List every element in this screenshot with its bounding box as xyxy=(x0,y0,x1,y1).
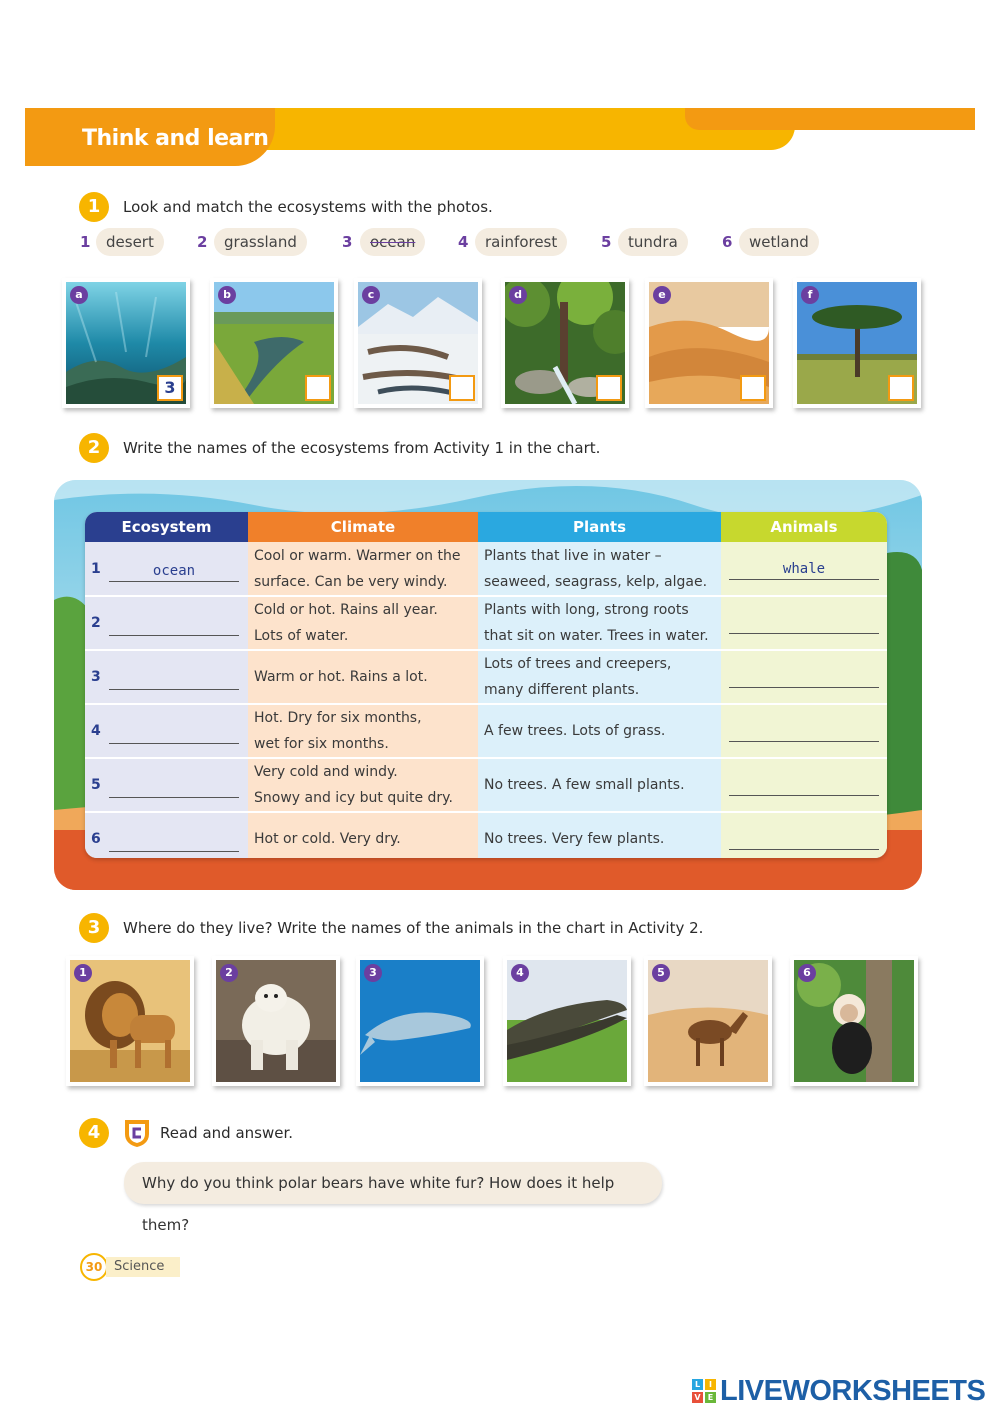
plants-cell xyxy=(478,542,721,596)
plants-line-1: No trees. Very few plants. xyxy=(484,831,665,847)
plants-line-1: Plants that live in water – xyxy=(484,547,662,564)
animal-answer-field[interactable]: whale xyxy=(729,558,879,580)
animals-cell xyxy=(721,812,887,858)
ecosystem-cell xyxy=(85,650,248,704)
ecosystem-cell xyxy=(85,812,248,858)
ecosystem-answer-field[interactable] xyxy=(109,668,239,690)
answer-box-c[interactable] xyxy=(449,375,475,401)
photo-number: 3 xyxy=(364,964,382,982)
activity-4-badge: 4 xyxy=(79,1118,109,1148)
ecosystem-cell xyxy=(85,542,248,596)
climate-cell xyxy=(248,758,478,812)
answer-box-b[interactable] xyxy=(305,375,331,401)
question-bubble: Why do you think polar bears have white fur? How does it help them? xyxy=(124,1162,662,1204)
answer-box-f[interactable] xyxy=(888,375,914,401)
table-row xyxy=(85,704,887,758)
critical-thinking-shield-icon xyxy=(123,1118,151,1148)
word-number: 4 xyxy=(458,233,469,251)
word-number: 5 xyxy=(601,233,612,251)
photo-e-desert xyxy=(645,278,773,408)
climate-line-1: Cool or warm. Warmer on the xyxy=(254,547,461,564)
activity-2-instruction: Write the names of the ecosystems from Activity 1 in the chart. xyxy=(123,439,601,457)
page-title: Think and learn xyxy=(82,126,269,151)
animals-cell xyxy=(721,704,887,758)
plants-line-2: seaweed, seagrass, kelp, algae. xyxy=(484,573,708,590)
table-header-row xyxy=(85,512,887,542)
word-number: 2 xyxy=(197,233,208,251)
word-chip-rainforest: rainforest xyxy=(475,228,567,256)
photo-d-rainforest xyxy=(501,278,629,408)
answer-box-a[interactable]: 3 xyxy=(157,375,183,401)
photo-letter: a xyxy=(70,286,88,304)
animal-answer-field[interactable] xyxy=(729,666,879,688)
animal-photo-polar-bear xyxy=(212,956,340,1086)
ecosystem-answer-field[interactable] xyxy=(109,722,239,744)
photo-f-grassland xyxy=(793,278,921,408)
climate-cell xyxy=(248,704,478,758)
animal-answer-field[interactable] xyxy=(729,612,879,634)
photo-number: 1 xyxy=(74,964,92,982)
plants-cell xyxy=(478,650,721,704)
plants-cell xyxy=(478,758,721,812)
row-number: 6 xyxy=(91,831,101,847)
word-chip-grassland: grassland xyxy=(214,228,307,256)
column-header-climate: Climate xyxy=(248,512,478,542)
activity-3-instruction: Where do they live? Write the names of the animals in the chart in Activity 2. xyxy=(123,919,704,937)
word-chip-desert: desert xyxy=(96,228,164,256)
row-number: 1 xyxy=(91,560,101,577)
plants-line-1: No trees. A few small plants. xyxy=(484,777,685,793)
animals-cell xyxy=(721,650,887,704)
photo-number: 5 xyxy=(652,964,670,982)
animal-photo-lion xyxy=(66,956,194,1086)
ecosystem-answer-field[interactable]: ocean xyxy=(109,560,239,582)
answer-box-e[interactable] xyxy=(740,375,766,401)
photo-number: 6 xyxy=(798,964,816,982)
brand-name: LIVEWORKSHEETS xyxy=(720,1374,986,1407)
climate-line-2: Snowy and icy but quite dry. xyxy=(254,790,453,806)
liveworksheets-logo-icon: L I V E xyxy=(692,1379,716,1403)
climate-line-1: Warm or hot. Rains a lot. xyxy=(254,669,428,685)
answer-box-d[interactable] xyxy=(596,375,622,401)
liveworksheets-logo xyxy=(692,1374,985,1408)
ecosystem-cell xyxy=(85,758,248,812)
animal-answer-field[interactable] xyxy=(729,720,879,742)
photo-letter: b xyxy=(218,286,236,304)
climate-line-1: Hot or cold. Very dry. xyxy=(254,831,401,847)
ecosystem-cell xyxy=(85,704,248,758)
climate-line-2: surface. Can be very windy. xyxy=(254,573,448,590)
plants-line-1: A few trees. Lots of grass. xyxy=(484,723,666,739)
photo-a-ocean xyxy=(62,278,190,408)
ecosystem-answer-field[interactable] xyxy=(109,614,239,636)
climate-cell xyxy=(248,596,478,650)
plants-line-1: Lots of trees and creepers, xyxy=(484,656,672,672)
climate-line-2: wet for six months. xyxy=(254,736,389,752)
column-header-animals: Animals xyxy=(721,512,887,542)
word-number: 3 xyxy=(342,233,353,251)
word-number: 6 xyxy=(722,233,733,251)
plants-cell xyxy=(478,812,721,858)
word-chip-tundra: tundra xyxy=(618,228,688,256)
activity-1-badge: 1 xyxy=(79,192,109,222)
climate-line-2: Lots of water. xyxy=(254,628,349,644)
subject-tag: Science xyxy=(106,1257,180,1277)
table-row xyxy=(85,758,887,812)
plants-line-2: many different plants. xyxy=(484,682,640,698)
animal-photo-camel xyxy=(644,956,772,1086)
activity-3-badge: 3 xyxy=(79,913,109,943)
animal-answer-field[interactable] xyxy=(729,774,879,796)
photo-b-wetland xyxy=(210,278,338,408)
activity-4-instruction: Read and answer. xyxy=(160,1124,294,1142)
table-row xyxy=(85,812,887,858)
climate-line-1: Hot. Dry for six months, xyxy=(254,710,422,726)
animal-photo-whale xyxy=(356,956,484,1086)
row-number: 3 xyxy=(91,669,101,685)
animals-cell xyxy=(721,542,887,596)
word-number: 1 xyxy=(80,233,91,251)
animal-answer-field[interactable] xyxy=(729,828,879,850)
plants-cell xyxy=(478,704,721,758)
header-banner-accent xyxy=(685,108,975,130)
table-row xyxy=(85,650,887,704)
photo-c-tundra xyxy=(354,278,482,408)
climate-line-1: Very cold and windy. xyxy=(254,764,398,780)
table-row xyxy=(85,542,887,596)
row-number: 4 xyxy=(91,723,101,739)
photo-letter: c xyxy=(362,286,380,304)
row-number: 2 xyxy=(91,615,101,631)
climate-cell xyxy=(248,542,478,596)
table-row xyxy=(85,596,887,650)
ecosystem-cell xyxy=(85,596,248,650)
animals-cell xyxy=(721,758,887,812)
climate-line-1: Cold or hot. Rains all year. xyxy=(254,602,438,618)
activity-2-badge: 2 xyxy=(79,433,109,463)
word-chip-ocean: ocean xyxy=(360,228,425,256)
photo-number: 2 xyxy=(220,964,238,982)
photo-letter: e xyxy=(653,286,671,304)
ecosystem-answer-field[interactable] xyxy=(109,776,239,798)
word-chip-wetland: wetland xyxy=(739,228,819,256)
column-header-ecosystem: Ecosystem xyxy=(85,512,248,542)
activity-1-instruction: Look and match the ecosystems with the photos. xyxy=(123,198,493,216)
row-number: 5 xyxy=(91,777,101,793)
animal-photo-monkey xyxy=(790,956,918,1086)
plants-line-1: Plants with long, strong roots xyxy=(484,602,689,618)
photo-letter: d xyxy=(509,286,527,304)
ecosystem-table xyxy=(85,512,887,858)
climate-cell xyxy=(248,650,478,704)
page-number: 30 xyxy=(80,1253,108,1281)
climate-cell xyxy=(248,812,478,858)
column-header-plants: Plants xyxy=(478,512,721,542)
photo-number: 4 xyxy=(511,964,529,982)
plants-cell xyxy=(478,596,721,650)
ecosystem-answer-field[interactable] xyxy=(109,830,239,852)
animal-photo-alligator xyxy=(503,956,631,1086)
photo-letter: f xyxy=(801,286,819,304)
animals-cell xyxy=(721,596,887,650)
ecosystem-chart xyxy=(85,512,887,858)
plants-line-2: that sit on water. Trees in water. xyxy=(484,628,709,644)
